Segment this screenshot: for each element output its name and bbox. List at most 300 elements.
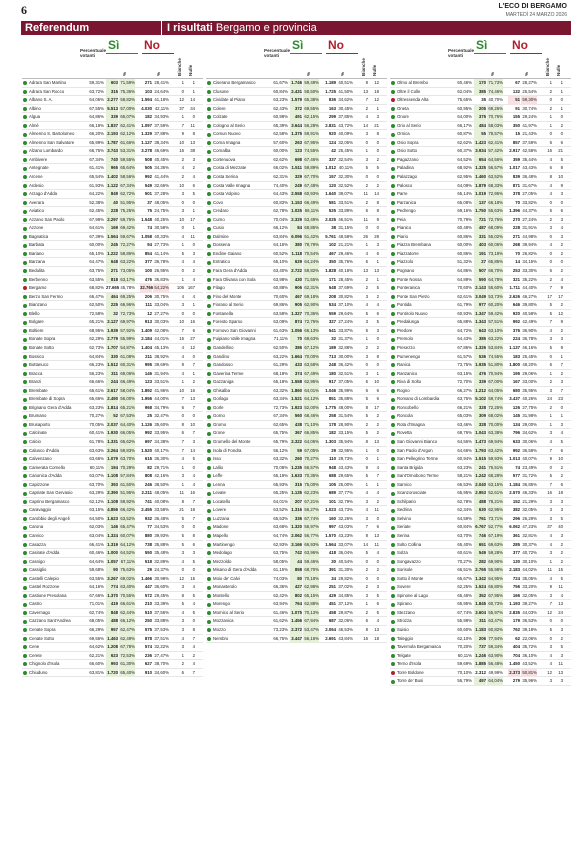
si-percent: 70,00%	[487, 421, 503, 430]
turnout-percent: 60,98%	[273, 114, 288, 120]
si-winner-dot-icon	[391, 534, 395, 538]
si-winner-dot-icon	[23, 517, 27, 521]
comune-row	[22, 156, 203, 165]
si-percent: 59,67%	[119, 233, 135, 242]
turnout-percent: 63,75%	[89, 268, 104, 274]
no-votes: 30	[331, 558, 336, 564]
no-percent: 37,59%	[154, 122, 169, 128]
no-percent: 25,00%	[338, 481, 353, 487]
no-votes: 12	[147, 310, 152, 316]
comune-row	[390, 532, 571, 541]
blank-ballots: 3	[549, 550, 552, 556]
si-winner-dot-icon	[391, 355, 395, 359]
si-winner-dot-icon	[23, 346, 27, 350]
null-ballots: 7	[192, 635, 195, 641]
no-votes: 992	[144, 430, 152, 436]
comune-name: Bracca	[29, 370, 43, 376]
blank-ballots: 37	[179, 105, 184, 111]
header-no-percent: %	[340, 71, 345, 76]
comune-name: Cornalba	[213, 148, 231, 154]
no-votes: 361	[512, 532, 520, 538]
comune-row	[390, 353, 571, 362]
si-votes: 1.720	[106, 669, 118, 678]
si-votes: 2.617	[106, 387, 118, 396]
turnout-percent: 65,66%	[89, 396, 104, 402]
comune-name: Cenate Sotto	[29, 635, 55, 641]
si-votes: 1.246	[474, 652, 486, 661]
turnout-percent: 65,14%	[457, 191, 472, 197]
si-votes: 1.402	[106, 173, 118, 182]
comune-name: Grumello del Monte	[213, 438, 251, 444]
si-votes: 1.524	[474, 583, 486, 592]
si-votes: 309	[474, 412, 486, 421]
null-ballots: 6	[376, 387, 379, 393]
si-votes: 1.079	[106, 455, 118, 464]
comune-row	[206, 344, 387, 353]
null-ballots: 21	[374, 122, 379, 128]
si-winner-dot-icon	[391, 611, 395, 615]
turnout-percent: 64,16%	[273, 242, 288, 248]
si-winner-dot-icon	[23, 210, 27, 214]
si-votes: 393	[106, 481, 118, 490]
null-ballots: 4	[192, 174, 195, 180]
turnout-percent: 63,40%	[273, 268, 288, 274]
no-votes: 1.046	[325, 387, 336, 393]
turnout-percent: 66,21%	[457, 404, 472, 410]
si-winner-dot-icon	[23, 654, 27, 658]
si-winner-dot-icon	[23, 671, 27, 675]
si-votes: 263	[290, 139, 302, 148]
results-column-1	[22, 36, 203, 677]
comune-name: Selvino	[397, 515, 412, 521]
si-percent: 68,33%	[487, 182, 503, 191]
header-pct-voters: Percentuale votanti	[80, 48, 107, 58]
no-percent: 26,95%	[154, 268, 169, 274]
si-percent: 67,00%	[487, 378, 503, 387]
turnout-percent: 60,11%	[457, 652, 472, 658]
no-percent: 40,33%	[154, 233, 169, 239]
null-ballots: 12	[558, 310, 563, 316]
header-si: Sì	[292, 38, 304, 52]
comune-name: Ornica	[397, 131, 410, 137]
si-percent: 67,49%	[303, 370, 319, 379]
si-votes: 648	[106, 258, 118, 267]
comune-row	[22, 353, 203, 362]
blank-ballots: 2	[549, 276, 552, 282]
header-no-percent: %	[524, 71, 529, 76]
null-ballots: 5	[376, 609, 379, 615]
si-percent: 65,64%	[119, 164, 135, 173]
comune-row	[206, 216, 387, 225]
si-percent: 60,20%	[487, 301, 503, 310]
null-ballots: 11	[558, 661, 563, 667]
blank-ballots: 3	[549, 644, 552, 650]
turnout-percent: 69,56%	[89, 635, 104, 641]
si-percent: 57,92%	[119, 327, 135, 336]
header-no: No	[144, 38, 160, 52]
turnout-percent: 67,74%	[457, 609, 472, 615]
null-ballots: 3	[376, 584, 379, 590]
turnout-percent: 64,89%	[457, 276, 472, 282]
comune-name: Fara Olivana con Sola	[213, 276, 256, 282]
si-votes: 1.347	[474, 310, 486, 319]
blank-ballots: 26	[363, 233, 368, 239]
comune-row	[206, 455, 387, 464]
comune-name: Mozzo	[213, 627, 226, 632]
si-percent: 69,97%	[119, 318, 135, 327]
turnout-percent: 64,01%	[273, 498, 288, 504]
si-votes: 536	[474, 353, 486, 362]
si-winner-dot-icon	[391, 115, 395, 119]
si-votes: 1.845	[474, 600, 486, 609]
blank-ballots: 5	[365, 396, 368, 402]
null-ballots: 6	[192, 327, 195, 333]
si-winner-dot-icon	[23, 218, 27, 222]
si-votes: 40	[106, 199, 118, 208]
no-percent: 41,97%	[522, 122, 537, 128]
comune-name: Casazza	[29, 541, 46, 547]
no-percent: 27,47%	[154, 652, 169, 658]
no-percent: 37,56%	[154, 609, 169, 615]
si-votes: 374	[290, 370, 302, 379]
no-percent: 29,65%	[338, 473, 353, 479]
no-percent: 37,28%	[154, 191, 169, 197]
comune-name: Pontida	[397, 302, 412, 308]
null-ballots: 2	[560, 550, 563, 556]
si-winner-dot-icon	[207, 457, 211, 461]
si-winner-dot-icon	[391, 338, 395, 342]
header-no: No	[512, 38, 528, 52]
no-percent: 37,02%	[338, 584, 353, 590]
no-votes: 1.017	[509, 165, 520, 171]
si-winner-dot-icon	[23, 560, 27, 564]
no-percent: 29,82%	[338, 575, 353, 581]
comune-row	[390, 660, 571, 669]
comune-row	[22, 481, 203, 490]
si-votes: 818	[106, 276, 118, 285]
blank-ballots: 2	[181, 156, 184, 162]
si-percent: 64,12%	[119, 541, 135, 550]
no-percent: 29,71%	[154, 464, 169, 470]
si-votes: 2.431	[290, 88, 302, 97]
no-votes: 467	[328, 250, 336, 256]
si-winner-dot-icon	[207, 90, 211, 94]
no-votes: 2.570	[509, 490, 520, 496]
no-percent: 48,58%	[338, 233, 353, 239]
comune-name: Colere	[213, 105, 226, 111]
no-votes: 1.126	[141, 421, 152, 427]
no-votes: 2.025	[325, 216, 336, 222]
turnout-percent: 68,92%	[457, 165, 472, 171]
no-votes: 680	[512, 387, 520, 393]
no-votes: 836	[328, 97, 336, 103]
comune-row	[22, 626, 203, 635]
turnout-percent: 72,70%	[457, 379, 472, 385]
blank-ballots: 6	[365, 208, 368, 214]
si-votes: 2.490	[106, 395, 118, 404]
si-winner-dot-icon	[207, 483, 211, 487]
comune-row	[390, 370, 571, 379]
no-votes: 38	[331, 225, 336, 231]
no-votes: 250	[144, 618, 152, 624]
si-percent: 69,02%	[119, 575, 135, 584]
null-ballots: 8	[376, 199, 379, 205]
si-votes: 385	[474, 335, 486, 344]
null-ballots: 7	[192, 430, 195, 436]
blank-ballots: 4	[181, 635, 184, 641]
turnout-percent: 63,29%	[89, 490, 104, 496]
comune-row	[390, 506, 571, 515]
si-percent: 69,42%	[119, 224, 135, 233]
comune-name: Caprino Bergamasco	[29, 498, 70, 504]
si-percent: 67,74%	[303, 515, 319, 524]
si-votes: 1.235	[290, 464, 302, 473]
si-percent: 73,18%	[487, 250, 503, 259]
comune-name: Castione Presolana	[29, 592, 67, 598]
comune-name: Mezzoldo	[213, 558, 232, 564]
turnout-percent: 60,94%	[457, 456, 472, 462]
turnout-percent: 64,22%	[89, 191, 104, 197]
no-votes: 3.437	[509, 396, 520, 402]
comune-name: Seriate	[397, 524, 411, 530]
comune-row	[390, 216, 571, 225]
turnout-percent: 67,98%	[89, 216, 104, 222]
comune-row	[22, 395, 203, 404]
comune-row	[22, 387, 203, 396]
si-winner-dot-icon	[23, 534, 27, 538]
no-percent: 44,03%	[522, 609, 537, 615]
no-votes: 359	[512, 156, 520, 162]
si-percent: 64,95%	[487, 575, 503, 584]
blank-ballots: 7	[549, 285, 552, 291]
turnout-percent: 70,79%	[457, 216, 472, 222]
comune-name: Bonate Sopra	[29, 336, 56, 342]
blank-ballots: 11	[179, 490, 184, 496]
null-ballots: 6	[376, 310, 379, 316]
si-winner-dot-icon	[207, 398, 211, 402]
si-votes: 993	[106, 660, 118, 669]
si-winner-dot-icon	[23, 500, 27, 504]
si-percent: 58,50%	[303, 88, 319, 97]
si-winner-dot-icon	[23, 603, 27, 607]
null-ballots: 3	[192, 250, 195, 256]
comune-row	[22, 635, 203, 644]
si-percent: 71,59%	[119, 79, 135, 88]
no-percent: 36,53%	[522, 618, 537, 624]
comune-row	[206, 549, 387, 558]
blank-ballots: 3	[365, 515, 368, 521]
null-ballots: 6	[192, 541, 195, 547]
comune-name: Averara	[29, 199, 44, 205]
comune-name: Sarnico	[397, 481, 412, 487]
si-percent: 62,41%	[487, 139, 503, 148]
blank-ballots: 0	[181, 225, 184, 231]
turnout-percent: 70,60%	[457, 285, 472, 291]
si-votes: 1.564	[106, 233, 118, 242]
si-votes: 260	[290, 455, 302, 464]
comune-row	[206, 250, 387, 259]
turnout-percent: 61,62%	[273, 618, 288, 624]
no-percent: 40,26%	[522, 396, 537, 402]
no-votes: 208	[328, 293, 336, 299]
null-ballots: 8	[376, 353, 379, 359]
null-ballots: 4	[192, 601, 195, 607]
no-votes: 123	[144, 379, 152, 385]
comune-name: Olmo al Brembo	[397, 80, 429, 85]
comune-row	[390, 617, 571, 626]
blank-ballots: 5	[549, 473, 552, 479]
si-votes: 1.370	[106, 592, 118, 601]
si-winner-dot-icon	[207, 432, 211, 436]
no-percent: 30,37%	[522, 541, 537, 547]
turnout-percent: 74,40%	[273, 182, 288, 188]
comune-row	[206, 233, 387, 242]
comune-name: Predore	[397, 327, 413, 333]
comune-name: Santa Brigida	[397, 464, 423, 470]
comune-name: Lovere	[213, 507, 227, 513]
si-percent: 59,93%	[487, 455, 503, 464]
comune-row	[206, 575, 387, 584]
null-ballots: 24	[558, 609, 563, 615]
comune-row	[206, 199, 387, 208]
no-percent: 41,96%	[154, 387, 169, 393]
comune-name: Capizzone	[29, 481, 50, 487]
null-ballots: 13	[558, 601, 563, 607]
si-votes: 1.375	[290, 130, 302, 139]
comune-name: Gorno	[213, 413, 225, 419]
si-votes: 282	[474, 558, 486, 567]
no-votes: 248	[328, 362, 336, 368]
si-winner-dot-icon	[23, 150, 27, 154]
comune-row	[390, 164, 571, 173]
comune-row	[390, 241, 571, 250]
no-votes: 756	[512, 584, 520, 590]
blank-ballots: 5	[365, 310, 368, 316]
comune-row	[206, 617, 387, 626]
turnout-percent: 55,98%	[457, 618, 472, 624]
no-percent: 36,78%	[522, 336, 537, 342]
blank-ballots: 6	[549, 362, 552, 368]
si-votes: 206	[474, 635, 486, 644]
no-votes: 268	[512, 242, 520, 248]
blank-ballots: 0	[181, 268, 184, 274]
si-votes: 328	[474, 404, 486, 413]
si-votes: 2.312	[475, 669, 486, 675]
si-percent: 72,76%	[303, 318, 319, 327]
turnout-percent: 61,79%	[457, 302, 472, 308]
turnout-percent: 68,95%	[89, 327, 104, 333]
si-votes: 3.267	[106, 575, 118, 584]
comune-row	[390, 669, 571, 678]
comune-name: Piazzolo	[397, 259, 414, 265]
no-percent: 24,64%	[154, 88, 169, 94]
no-votes: 195	[512, 370, 520, 376]
comune-row	[390, 447, 571, 456]
turnout-percent: 61,29%	[273, 362, 288, 368]
null-ballots: 5	[560, 156, 563, 162]
si-votes: 386	[290, 344, 302, 353]
no-votes: 646	[512, 302, 520, 308]
comune-row	[22, 190, 203, 199]
no-percent: 46,27%	[522, 293, 537, 299]
comune-name: Barzana	[29, 259, 46, 265]
si-winner-dot-icon	[391, 235, 395, 239]
comune-name: Covo	[213, 199, 224, 205]
turnout-percent: 70,05%	[89, 421, 104, 427]
comune-row	[390, 472, 571, 481]
null-ballots: 0	[560, 131, 563, 137]
comune-name: Blello	[29, 310, 40, 316]
no-votes: 189	[328, 344, 336, 350]
null-ballots: 10	[558, 174, 563, 180]
comune-row	[22, 506, 203, 515]
comune-name: Parzanica	[397, 199, 417, 205]
si-percent: 56,27%	[303, 506, 319, 515]
no-votes: 271	[512, 233, 520, 239]
issue-date: MARTEDÌ 24 MARZO 2026	[505, 12, 567, 18]
si-winner-dot-icon	[23, 329, 27, 333]
null-ballots: 2	[560, 122, 563, 128]
si-votes: 244	[106, 378, 118, 387]
comune-row	[390, 498, 571, 507]
no-votes: 920	[512, 310, 520, 316]
null-ballots: 2	[560, 473, 563, 479]
si-percent: 63,47%	[487, 617, 503, 626]
turnout-percent: 62,73%	[89, 344, 104, 350]
no-percent: 43,23%	[338, 532, 353, 538]
no-votes: 577	[512, 473, 520, 479]
si-winner-dot-icon	[207, 184, 211, 188]
null-ballots: 2	[376, 413, 379, 419]
si-winner-dot-icon	[391, 474, 395, 478]
si-percent: 75,63%	[119, 566, 135, 575]
null-ballots: 1	[192, 370, 195, 376]
no-votes: 2.691	[325, 635, 336, 641]
si-winner-dot-icon	[207, 449, 211, 453]
comune-name: Adrara San Martino	[29, 80, 67, 85]
null-ballots: 2	[376, 430, 379, 436]
no-percent: 39,93%	[154, 532, 169, 538]
si-votes: 1.319	[106, 541, 118, 550]
turnout-percent: 62,50%	[89, 302, 104, 308]
comune-row	[390, 293, 571, 302]
si-votes: 4.856	[106, 506, 118, 515]
no-percent: 35,76%	[338, 259, 353, 265]
no-votes: 2.211	[141, 490, 152, 496]
no-percent: 29,45%	[154, 592, 169, 598]
turnout-percent: 60,86%	[457, 250, 472, 256]
header-bianche: Bianche	[361, 58, 366, 76]
si-percent: 69,63%	[487, 541, 503, 550]
comune-name: Mozzanica	[213, 618, 234, 624]
no-votes: 581	[328, 199, 336, 205]
si-winner-dot-icon	[207, 492, 211, 496]
turnout-percent: 64,66%	[457, 447, 472, 453]
no-votes: 741	[144, 498, 152, 504]
blank-ballots: 4	[549, 156, 552, 162]
turnout-percent: 63,63%	[89, 447, 104, 453]
si-percent: 66,49%	[119, 378, 135, 387]
si-percent: 55,60%	[487, 284, 503, 293]
comune-name: Fuipiano Valle Imagna	[213, 336, 256, 342]
si-votes: 2.765	[474, 566, 486, 575]
no-votes: 1.775	[325, 404, 336, 410]
blank-ballots: 5	[365, 413, 368, 419]
no-percent: 33,20%	[522, 584, 537, 590]
si-percent: 75,36%	[119, 88, 135, 97]
comune-name: Ranzanico	[397, 370, 418, 376]
null-ballots: 11	[190, 233, 195, 239]
